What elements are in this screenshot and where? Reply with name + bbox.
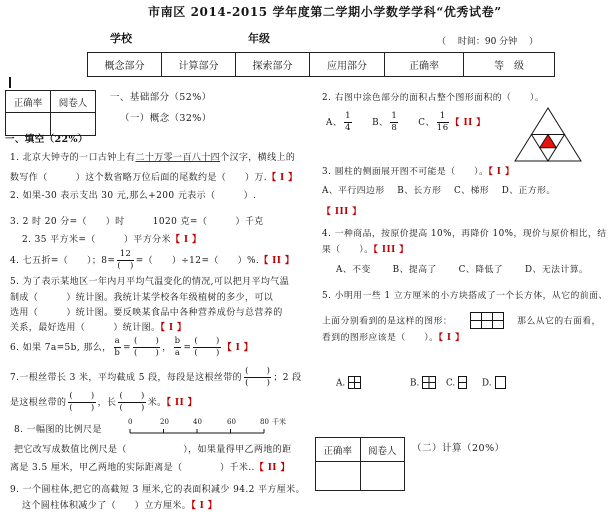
scale-tick-label: 0: [128, 418, 133, 426]
option-b-label: B、: [372, 118, 389, 128]
q4-line2-text: 果（ ）。: [322, 245, 374, 255]
option-a: [336, 376, 362, 391]
q5-line2-start: 上面分别看到的是这样的图形：: [322, 316, 453, 327]
question-3-line-1: 3. 2 时 20 分=（ ）时 1020 克=（ ）千克: [10, 217, 264, 227]
numerator: 1: [437, 112, 449, 123]
denominator: 8: [391, 123, 398, 133]
accuracy-label: 正确率: [316, 438, 361, 462]
score-table: [87, 52, 555, 77]
reviewer-box-basic: [5, 90, 96, 136]
option-c-label: C、: [418, 118, 435, 128]
reviewer-cell: [360, 462, 405, 491]
question-4: [10, 250, 294, 271]
shaded-triangle-figure: [512, 106, 584, 164]
level-mark: 【 I 】: [488, 167, 515, 177]
option-b-label: B.: [410, 378, 420, 389]
cursor-mark: [9, 77, 11, 88]
option-c-label: C.: [446, 378, 456, 389]
denominator: a: [174, 348, 181, 358]
choice-question-5-line-3: [322, 332, 464, 344]
q7-text-start: 7.一根丝带长 3 米，平均截成 5 段，每段是这根丝带的: [10, 373, 243, 383]
question-5-line-4: [10, 322, 186, 334]
col-calculation: 计算部分: [162, 53, 236, 77]
choice-question-4-options: A、不变 B、提高了 C、降低了 D、无法计算。: [336, 265, 589, 275]
q1-text-end: 个汉字，横线上的: [220, 153, 296, 163]
separator: ，: [162, 343, 172, 353]
question-7-line-2: [10, 392, 197, 413]
level-mark: 【 I 】: [170, 235, 202, 245]
accuracy-cell: [316, 462, 361, 491]
q7-line2-start: 是这根丝带的: [10, 398, 67, 408]
grade-label: 年级: [248, 32, 270, 45]
q1-underlined-number: 二十万零一百八十四: [135, 153, 221, 163]
q6-text-start: 6. 如果 7a=5b, 那么，: [10, 343, 112, 353]
question-2: 2. 如果-30 表示支出 30 元,那么+200 元表示（ ）.: [10, 191, 257, 201]
q4-fraction: [117, 250, 133, 271]
col-grade: 等 级: [464, 53, 555, 77]
q7-line2-mid: ，长: [97, 398, 117, 408]
blank-fraction: [133, 337, 160, 358]
numerator: b: [174, 336, 181, 346]
question-5-line-2: 制成（ ）统计图。我统计某学校各年级植树的多少，可以: [10, 293, 274, 303]
blank-denominator: ( ): [245, 378, 271, 388]
choice-question-5-line-1: 5. 小明用一些 1 立方厘米的小方块搭成了一个长方体，从它的前面、: [322, 291, 608, 301]
denominator: 4: [345, 123, 352, 133]
question-3-line-2: [22, 234, 201, 246]
shaded-region: [540, 135, 557, 148]
reviewer-box-calc: [315, 437, 405, 491]
blank-fraction: [193, 337, 220, 358]
q1-line2-text: 数写作（ ）这个数省略万位后面的尾数约是（ ）万.: [10, 173, 268, 183]
blank-denominator: ( ): [69, 403, 95, 413]
q7-line2-end: 米。: [147, 398, 167, 408]
q4-numerator: 12: [117, 250, 133, 261]
blank-denominator: ( ): [194, 348, 220, 358]
reviewer-label: 阅卷人: [51, 91, 96, 113]
level-mark: 【 I 】: [438, 333, 465, 343]
level-mark: 【 II 】: [166, 398, 198, 408]
exam-title: 市南区 2014-2015 学年度第二学期小学数学学科“优秀试卷”: [148, 5, 502, 19]
option-b: [410, 376, 437, 391]
accuracy-cell: [6, 113, 51, 136]
option-a-grid-icon: [348, 376, 362, 390]
blank-fraction: [68, 392, 95, 413]
level-mark: 【 III 】: [373, 245, 409, 255]
reviewer-cell: [51, 113, 96, 136]
scale-tick-label: 20: [160, 418, 169, 426]
denominator: 16: [436, 123, 449, 133]
q5-line2-end: 那么从它的右面看，: [517, 316, 601, 327]
concept-subtitle: （一）概念（32%）: [120, 113, 212, 124]
q3-stem-text: 3. 圆柱的侧面展开图不可能是（ ）。: [322, 167, 489, 177]
option-a-label: A、: [326, 118, 343, 128]
option-b-grid-icon: [422, 376, 437, 390]
blank-fraction: [244, 367, 271, 388]
choice-question-2-stem: 2. 右图中涂色部分的面积占整个图形面积的（ ）。: [322, 93, 545, 103]
blank-numerator: ( ): [69, 391, 95, 401]
option-c-grid-icon: [458, 376, 468, 390]
choice-question-4-line-2: [322, 244, 409, 256]
q4-text-start: 4. 七五折=（ ）；8=: [10, 256, 116, 266]
fill-in-section-title: 一、填空（22%）: [5, 134, 88, 145]
numerator: 1: [391, 111, 398, 121]
question-6: [10, 337, 253, 358]
level-mark: 【 I 】: [160, 323, 187, 333]
fraction-b-over-a: [174, 337, 182, 358]
level-mark: 【 I 】: [191, 501, 218, 511]
blank-numerator: ( ): [119, 391, 145, 401]
scale-tick-label: 40: [193, 418, 202, 426]
level-mark: 【 I 】: [222, 343, 254, 353]
time-note: （ 时间：90 分钟 ）: [437, 37, 539, 47]
q4-text-end: =（ ）÷12=（ ）%.: [135, 256, 260, 266]
fraction-a-over-b: [114, 337, 121, 358]
blank-denominator: ( ): [133, 348, 160, 358]
choice-question-5-line-2: [322, 312, 601, 330]
question-1-line-2: [10, 172, 298, 184]
option-d: [482, 376, 507, 391]
basic-part-title: 一、基础部分（52%）: [110, 92, 212, 103]
school-label: 学校: [110, 32, 132, 45]
option-d-label: D.: [482, 378, 492, 389]
option-b-fraction: [390, 112, 398, 133]
equals-sign: =: [123, 343, 131, 353]
col-exploration: 探索部分: [236, 53, 310, 77]
blank-numerator: ( ): [194, 336, 220, 346]
accuracy-label: 正确率: [6, 91, 51, 113]
question-8-line-1: 8. 一幅图的比例尺是: [14, 425, 102, 435]
question-9-line-1: 9. 一个圆柱体,把它的高截短 3 厘米,它的表面积减少 94.2 平方厘米。: [10, 485, 305, 495]
level-mark: 【 II 】: [259, 256, 295, 266]
numerator: a: [114, 336, 121, 346]
q8-line3-text: 离是 3.5 厘米，甲乙两地的实际距离是（ ）千米..: [10, 463, 255, 473]
question-5-line-1: 5. 为了表示某地区一年内月平均气温变化的情况,可以把月平均气温: [10, 277, 290, 287]
option-d-square-icon: [495, 376, 507, 390]
option-a-label: A.: [336, 378, 346, 389]
q5-line3-text: 看到的图形应该是（ ）。: [322, 333, 439, 343]
level-mark: 【 II 】: [254, 463, 290, 473]
blank-fraction: [118, 392, 145, 413]
q3-line2-text: 2. 35 平方米=（ ）平方分米: [22, 235, 171, 245]
choice-question-3-stem: [322, 166, 514, 178]
col-accuracy: 正确率: [385, 53, 464, 77]
q1-text-start: 1. 北京大钟寺的一口古钟上有: [10, 153, 136, 163]
option-c-fraction: [437, 112, 449, 133]
level-mark: 【 I 】: [267, 173, 298, 183]
denominator: b: [114, 348, 121, 358]
question-1-line-1: [10, 152, 295, 164]
question-7-line-1: [10, 367, 302, 388]
col-concept: 概念部分: [88, 53, 162, 77]
score-table-header-row: [88, 53, 555, 77]
reviewer-label: 阅卷人: [360, 438, 405, 462]
choice-question-2-options: [326, 112, 486, 133]
calc-section-title: （二）计算（20%）: [412, 443, 505, 454]
scale-tick-label: 80: [260, 418, 269, 426]
question-8-line-2: 把它改写成数值比例尺是（ ），如果量得甲乙两地的距: [14, 445, 292, 455]
blank-numerator: ( ): [133, 336, 160, 346]
option-a-fraction: [344, 112, 352, 133]
level-mark: 【 II 】: [450, 118, 486, 128]
q9-line2-text: 这个圆柱体积减少了（ ）立方厘米。: [22, 501, 192, 511]
numerator: 1: [345, 111, 352, 121]
question-5-line-3: 选用（ ）统计图。要反映某食品中各种营养成份与总营养的: [10, 308, 283, 318]
scale-tick-label: 60: [227, 418, 236, 426]
equals-sign: =: [183, 343, 192, 353]
blank-numerator: ( ): [245, 366, 271, 376]
view-grid-figure: [470, 312, 505, 330]
choice-question-3-options: A、平行四边形 B、长方形 C、梯形 D、正方形。: [322, 186, 556, 196]
scale-unit-label: 千米: [272, 418, 286, 426]
q7-text-end: ；2 段: [273, 373, 302, 383]
q4-denominator: ( ): [117, 261, 134, 271]
q5-line4-text: 关系，最好选用（ ）统计图。: [10, 323, 161, 333]
col-application: 应用部分: [310, 53, 385, 77]
question-8-line-3: [10, 462, 290, 474]
option-c: [446, 376, 468, 391]
question-9-line-2: [22, 500, 217, 512]
level-mark: 【 III 】: [322, 207, 362, 217]
blank-denominator: ( ): [119, 403, 145, 413]
choice-question-4-line-1: 4. 一种商品，按原价提高 10%，再降价 10%，现价与原价相比，结: [322, 229, 607, 239]
